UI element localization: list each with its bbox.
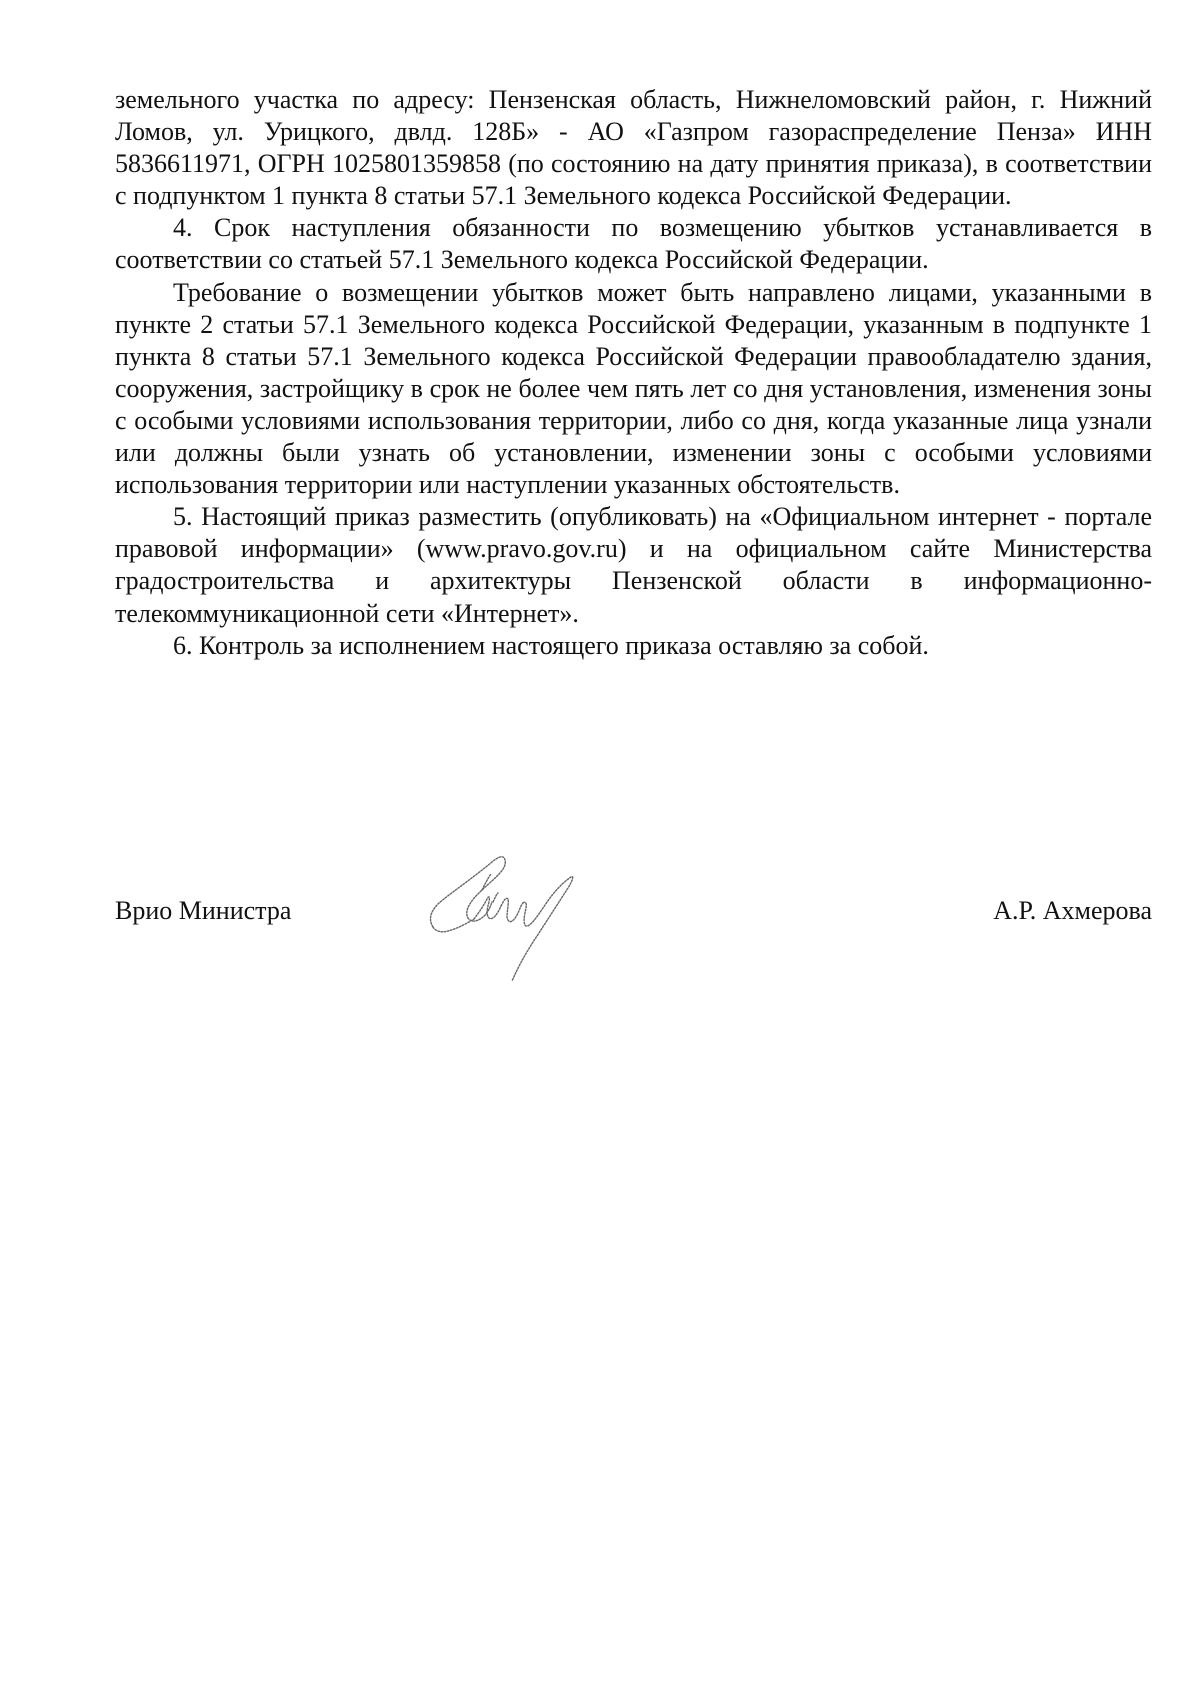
paragraph-compensation-claim: Требование о возмещении убытков может быть направлено лицами, указанными в пункте 2 статьи 57.1 Земельного кодекса Российской Федерации, указанным в подпункте 1 пункта 8 статьи 57.1 Земельного кодекса Российской Федерации правообладателю здания, сооружения, застройщику в срок не более чем пять лет со дня установления, изменения зоны с особыми условиями использования территории, либо со дня, когда указанные лица узнали или должны были узнать об установлении, изменении зоны с особыми условиями использования территории или наступлении указанных обстоятельств. (115, 277, 1152, 500)
document-body (115, 84, 1152, 662)
paragraph-continuation: земельного участка по адресу: Пензенская область, Нижнеломовский район, г. Нижний Ломов, ул. Урицкого, двлд. 128Б» - АО «Газпром газораспределение Пенза» ИНН 5836611971, ОГРН 1025801359858 (по состоянию на дату принятия приказа), в соответствии с подпунктом 1 пункта 8 статьи 57.1 Земельного кодекса Российской Федерации. (115, 85, 1152, 211)
signatory-name: А.Р. Ахмерова (993, 896, 1152, 925)
paragraph-item-5: 5. Настоящий приказ разместить (опубликовать) на «Официальном интернет - портале правовой информации» (www.pravo.gov.ru) и на официальном сайте Министерства градостроительства и архитектуры Пензенской области в информационно-телекоммуникационной сети «Интернет». (115, 502, 1152, 628)
signatory-position: Врио Министра (115, 896, 292, 925)
signature-block (115, 895, 1152, 935)
paragraph-item-4: 4. Срок наступления обязанности по возмещению убытков устанавливается в соответствии со статьей 57.1 Земельного кодекса Российской Федерации. (115, 213, 1152, 275)
paragraph-item-6: 6. Контроль за исполнением настоящего приказа оставляю за собой. (173, 630, 929, 660)
